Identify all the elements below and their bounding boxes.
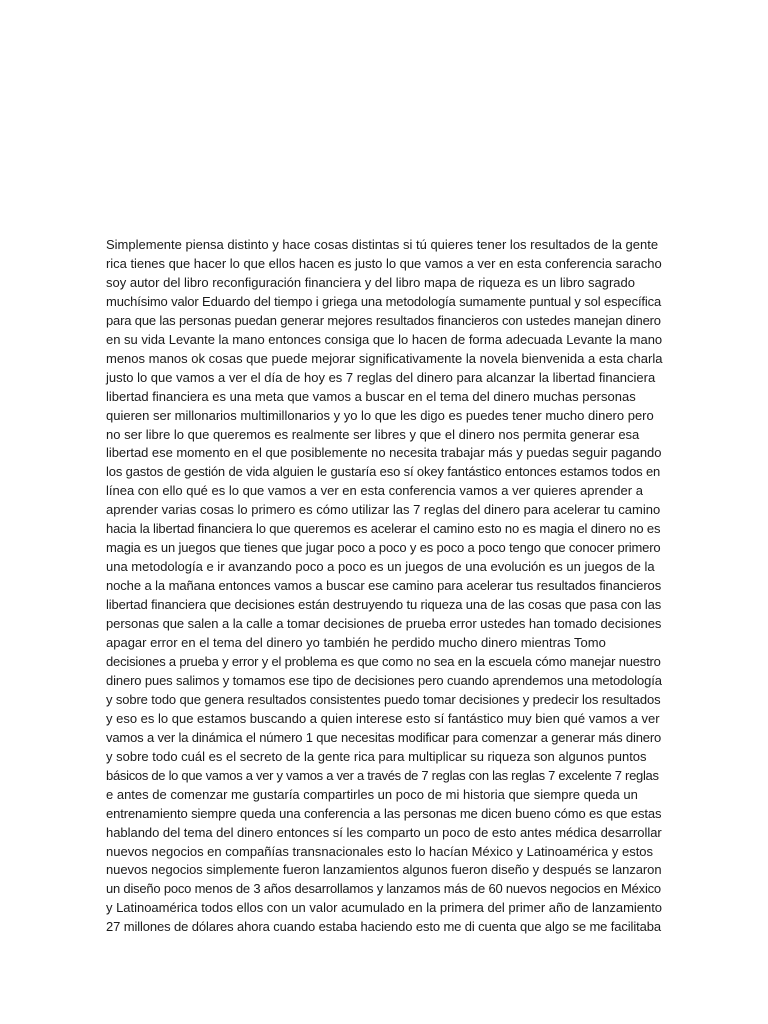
text-line: hablando del tema del dinero entonces sí les comparto un poco de esto antes médica desarrollar (106, 824, 662, 840)
text-line: los gastos de gestión de vida alguien le gustaría eso sí okey fantástico entonces estamos todos en (106, 464, 661, 480)
text-line: básicos de lo que vamos a ver y vamos a ver a través de 7 reglas con las reglas 7 excelente 7 reglas (106, 767, 659, 783)
text-line: Simplemente piensa distinto y hace cosas distintas si tú quieres tener los resultados de la gente (106, 237, 659, 252)
text-line: una metodología e ir avanzando poco a poco es un juegos de una evolución es un juegos de la (106, 559, 655, 575)
text-line: aprender varias cosas lo primero es cómo utilizar las 7 reglas del dinero para acelerar tu camino (106, 502, 661, 518)
text-line: nuevos negocios simplemente fueron lanzamientos algunos fueron diseño y después se lanzaron (106, 862, 662, 878)
text-line: línea con ello qué es lo que vamos a ver en esta conferencia vamos a ver quieres aprender a (106, 483, 643, 499)
text-line: soy autor del libro reconfiguración financiera y del libro mapa de riqueza es un libro sagrado (106, 274, 635, 290)
text-line: dinero pues salimos y tomamos ese tipo de decisiones pero cuando aprendemos una metodología (106, 672, 662, 688)
text-line: magia es un juegos que tienes que jugar poco a poco y es poco a poco tengo que conocer primero (106, 540, 661, 556)
text-line: en su vida Levante la mano entonces consiga que lo hacen de forma adecuada Levante la mano (106, 331, 663, 347)
text-line: rica tienes que hacer lo que ellos hacen es justo lo que vamos a ver en esta conferencia saracho (106, 255, 662, 271)
text-line: quieren ser millonarios multimillonarios y yo lo que les digo es puedes tener mucho dinero pero (106, 407, 654, 423)
text-line: apagar error en el tema del dinero yo también he perdido mucho dinero mientras Tomo (106, 635, 606, 651)
text-line: vamos a ver la dinámica el número 1 que necesitas modificar para comenzar a generar más dinero (106, 729, 662, 745)
text-line: libertad financiera es una meta que vamos a buscar en el tema del dinero muchas personas (106, 388, 636, 404)
text-line: y eso es lo que estamos buscando a quien interese esto sí fantástico muy bien qué vamos a ver (106, 710, 660, 726)
text-line: un diseño poco menos de 3 años desarrollamos y lanzamos más de 60 nuevos negocios en México (106, 881, 661, 897)
text-line: e antes de comenzar me gustaría compartirles un poco de mi historia que siempre queda un (106, 786, 638, 802)
text-line: 27 millones de dólares ahora cuando estaba haciendo esto me di cuenta que algo se me facilitaba (106, 919, 661, 935)
text-line: nuevos negocios en compañías transnacionales esto lo hacían México y Latinoamérica y estos (106, 843, 654, 859)
text-line: libertad financiera que decisiones están destruyendo tu riqueza una de las cosas que pasa con las (106, 597, 662, 613)
text-line: libertad ese momento en el que posiblemente no necesita trabajar más y puedas seguir pagando (106, 445, 662, 461)
text-line: entrenamiento siempre queda una conferencia a las personas me dicen bueno cómo es que estas (106, 805, 662, 821)
text-line: menos manos ok cosas que puede mejorar significativamente la novela bienvenida a esta charla (106, 350, 663, 366)
text-line: muchísimo valor Eduardo del tiempo i griega una metodología sumamente puntual y sol específica (106, 293, 662, 309)
text-line: hacia la libertad financiera lo que queremos es acelerar el camino esto no es magia el dinero no es (106, 521, 661, 537)
text-line: decisiones a prueba y error y el problema es que como no sea en la escuela cómo manejar nuestro (106, 653, 661, 669)
text-line: y Latinoamérica todos ellos con un valor acumulado en la primera del primer año de lanzamiento (106, 900, 663, 916)
text-line: personas que salen a la calle a tomar decisiones de prueba error ustedes han tomado decisiones (106, 616, 662, 632)
text-line: noche a la mañana entonces vamos a buscar ese camino para acelerar tus resultados financieros (106, 578, 662, 594)
text-line: y sobre todo cuál es el secreto de la gente rica para multiplicar su riqueza son algunos puntos (106, 748, 647, 764)
text-line: y sobre todo que genera resultados consistentes puedo tomar decisiones y predecir los resultados (106, 691, 661, 707)
text-line: para que las personas puedan generar mejores resultados financieros con ustedes manejan dinero (106, 312, 661, 328)
body-paragraph (106, 236, 662, 937)
text-line: no ser libre lo que queremos es realmente ser libres y que el dinero nos permita generar esa (106, 426, 640, 442)
text-line: justo lo que vamos a ver el día de hoy es 7 reglas del dinero para alcanzar la libertad financiera (106, 369, 656, 385)
